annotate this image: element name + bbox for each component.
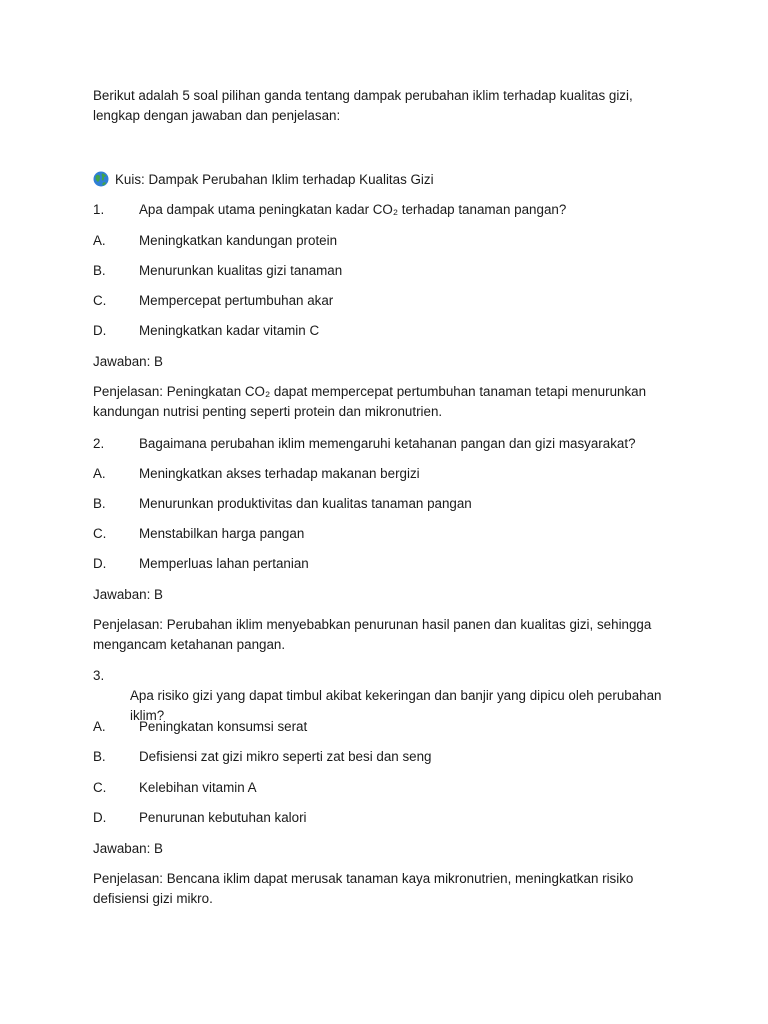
question-text: Apa dampak utama peningkatan kadar CO₂ terhadap tanaman pangan? (139, 202, 567, 217)
answer-1: Jawaban: B (93, 354, 163, 369)
option-letter: B. (93, 263, 106, 278)
quiz-title (93, 170, 683, 190)
explanation-3: Penjelasan: Bencana iklim dapat merusak tanaman kaya mikronutrien, meningkatkan risiko defisiensi gizi mikro. (93, 871, 634, 906)
question-number: 3. (93, 668, 105, 683)
option-letter: D. (93, 810, 107, 825)
option-text: Defisiensi zat gizi mikro seperti zat besi dan seng (139, 749, 432, 764)
option-letter: C. (93, 526, 107, 541)
option-c (93, 524, 683, 544)
option-a (93, 717, 683, 737)
option-letter: B. (93, 749, 106, 764)
option-letter: C. (93, 293, 107, 308)
option-d (93, 321, 683, 341)
option-text: Memperluas lahan pertanian (139, 556, 309, 571)
option-a (93, 464, 683, 484)
option-text: Meningkatkan akses terhadap makanan bergizi (139, 466, 420, 481)
option-b (93, 261, 683, 281)
option-letter: B. (93, 496, 106, 511)
question-1 (93, 200, 683, 220)
answer-3: Jawaban: B (93, 841, 163, 856)
explanation-2: Penjelasan: Perubahan iklim menyebabkan penurunan hasil panen dan kualitas gizi, sehingga mengancam ketahanan pangan. (93, 617, 652, 652)
option-d (93, 554, 683, 574)
option-c (93, 778, 683, 798)
question-number: 1. (93, 202, 105, 217)
explanation-1: Penjelasan: Peningkatan CO₂ dapat mempercepat pertumbuhan tanaman tetapi menurunkan kandungan nutrisi penting seperti protein dan mikronutrien. (93, 384, 647, 419)
option-a (93, 231, 683, 251)
option-c (93, 291, 683, 311)
question-text: Apa risiko gizi yang dapat timbul akibat kekeringan dan banjir yang dipicu oleh perubahan iklim? (130, 688, 662, 723)
option-text: Menstabilkan harga pangan (139, 526, 305, 541)
option-letter: A. (93, 233, 106, 248)
quiz-title-text: Kuis: Dampak Perubahan Iklim terhadap Kualitas Gizi (115, 172, 434, 187)
answer-2: Jawaban: B (93, 587, 163, 602)
option-text: Menurunkan kualitas gizi tanaman (139, 263, 343, 278)
option-letter: A. (93, 466, 106, 481)
option-b (93, 494, 683, 514)
option-text: Meningkatkan kandungan protein (139, 233, 338, 248)
option-letter: C. (93, 780, 107, 795)
option-letter: A. (93, 719, 106, 734)
option-text: Penurunan kebutuhan kalori (139, 810, 307, 825)
question-text: Bagaimana perubahan iklim memengaruhi ketahanan pangan dan gizi masyarakat? (139, 436, 636, 451)
option-text: Menurunkan produktivitas dan kualitas tanaman pangan (139, 496, 472, 511)
option-text: Meningkatkan kadar vitamin C (139, 323, 320, 338)
option-b (93, 747, 683, 767)
option-text: Kelebihan vitamin A (139, 780, 257, 795)
globe-icon (93, 171, 109, 187)
option-letter: D. (93, 556, 107, 571)
question-number: 2. (93, 436, 105, 451)
option-d (93, 808, 683, 828)
option-text: Mempercepat pertumbuhan akar (139, 293, 334, 308)
option-letter: D. (93, 323, 107, 338)
question-2 (93, 434, 683, 454)
intro-paragraph: Berikut adalah 5 soal pilihan ganda tentang dampak perubahan iklim terhadap kualitas gizi, lengkap dengan jawaban dan penjelasan: (93, 88, 633, 123)
option-text: Peningkatan konsumsi serat (139, 719, 308, 734)
